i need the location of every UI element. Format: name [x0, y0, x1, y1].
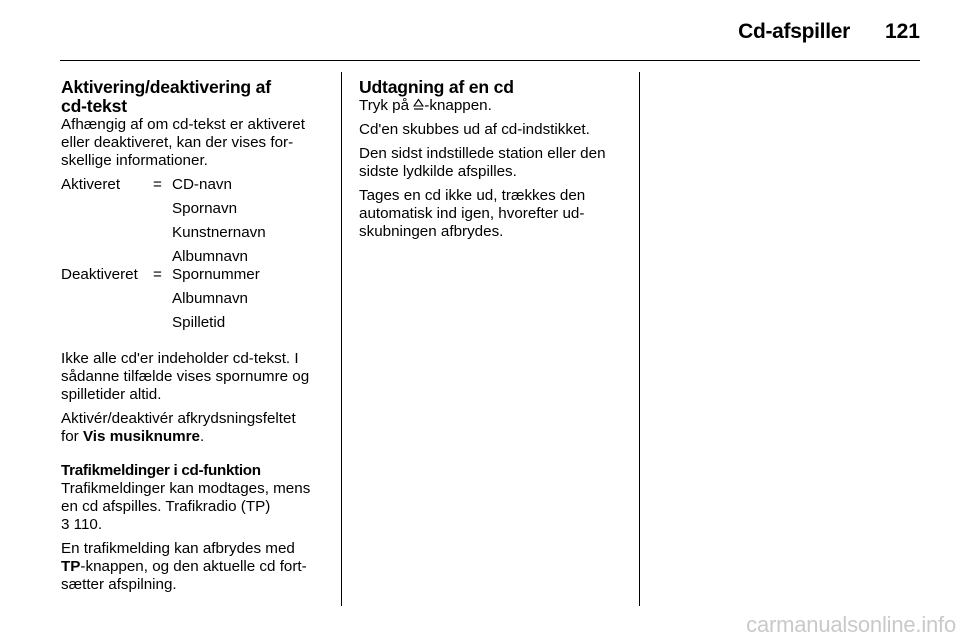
text-line: skellige informationer. [61, 152, 208, 169]
page-reference: 3 110. [61, 516, 103, 533]
page-header-title: Cd-afspiller [738, 20, 850, 43]
retract-paragraph [359, 187, 625, 241]
text-fragment: -knappen. [424, 97, 492, 114]
table-value: Albumnavn [172, 290, 248, 307]
note-paragraph [61, 350, 329, 404]
table-value: Spornavn [172, 200, 238, 217]
table-row [61, 248, 329, 266]
intro-paragraph [61, 116, 329, 170]
text-line: spilletider altid. [61, 386, 162, 403]
equals-sign: = [153, 266, 162, 283]
page-number: 121 [884, 20, 920, 43]
text-line: Afhængig af om cd-tekst er aktiveret [61, 116, 305, 133]
section-title-line: Aktivering/deaktivering af [61, 77, 271, 97]
table-row [61, 266, 329, 284]
text-line: automatisk ind igen, hvorefter ud- [359, 205, 585, 222]
section-title-line: cd-tekst [61, 96, 127, 116]
table-row [61, 290, 329, 308]
text-line: Tages en cd ikke ud, trækkes den [359, 187, 586, 204]
column-divider-left [341, 72, 342, 606]
table-row [61, 200, 329, 218]
left-column [61, 78, 329, 594]
press-paragraph [359, 97, 625, 115]
text-line: en cd afspilles. Trafikradio (TP) [61, 498, 271, 515]
equals-sign: = [153, 176, 162, 193]
eject-icon [413, 98, 424, 111]
text-fragment: Tryk på [359, 97, 414, 114]
activated-label: Aktiveret [61, 176, 121, 193]
text-fragment: for [61, 428, 83, 445]
text-line: skubningen afbrydes. [359, 223, 504, 240]
header-divider [60, 60, 920, 61]
table-row [61, 224, 329, 242]
text-line: sætter afspilning. [61, 576, 177, 593]
table-value: Spornummer [172, 266, 260, 283]
text-line: Ikke alle cd'er indeholder cd-tekst. I [61, 350, 299, 367]
tp-button-name: TP [61, 558, 81, 575]
column-divider-right [639, 72, 640, 606]
table-value: Spilletid [172, 314, 226, 331]
interrupt-paragraph [61, 540, 329, 594]
table-value: Kunstnernavn [172, 224, 266, 241]
text-line: Den sidst indstillede station eller den [359, 145, 606, 162]
ejected-paragraph: Cd'en skubbes ud af cd-indstikket. [359, 121, 590, 138]
text-line: sidste lydkilde afspilles. [359, 163, 517, 180]
text-line: sådanne tilfælde vises spornumre og [61, 368, 310, 385]
table-value: Albumnavn [172, 248, 248, 265]
station-paragraph [359, 145, 625, 181]
text-fragment: . [200, 428, 205, 445]
table-row [61, 314, 329, 332]
section-title-cd-text [61, 78, 329, 116]
cd-text-table [61, 176, 329, 332]
toggle-paragraph [61, 410, 329, 446]
table-value: CD-navn [172, 176, 232, 193]
traffic-paragraph [61, 480, 329, 534]
watermark: carmanualsonline.info [746, 612, 956, 637]
section-title-eject: Udtagning af en cd [359, 77, 514, 97]
menu-option-name: Vis musiknumre [82, 428, 201, 445]
deactivated-label: Deaktiveret [61, 266, 138, 283]
section-title-traffic: Trafikmeldinger i cd-funktion [61, 462, 261, 479]
text-line: Aktivér/deaktivér afkrydsningsfeltet [61, 410, 296, 427]
text-fragment: -knappen, og den aktuelle cd fort- [80, 558, 307, 575]
text-line: En trafikmelding kan afbrydes med [61, 540, 295, 557]
middle-column [359, 78, 625, 241]
table-row [61, 176, 329, 194]
text-line: Trafikmeldinger kan modtages, mens [61, 480, 311, 497]
text-line: eller deaktiveret, kan der vises for- [61, 134, 294, 151]
